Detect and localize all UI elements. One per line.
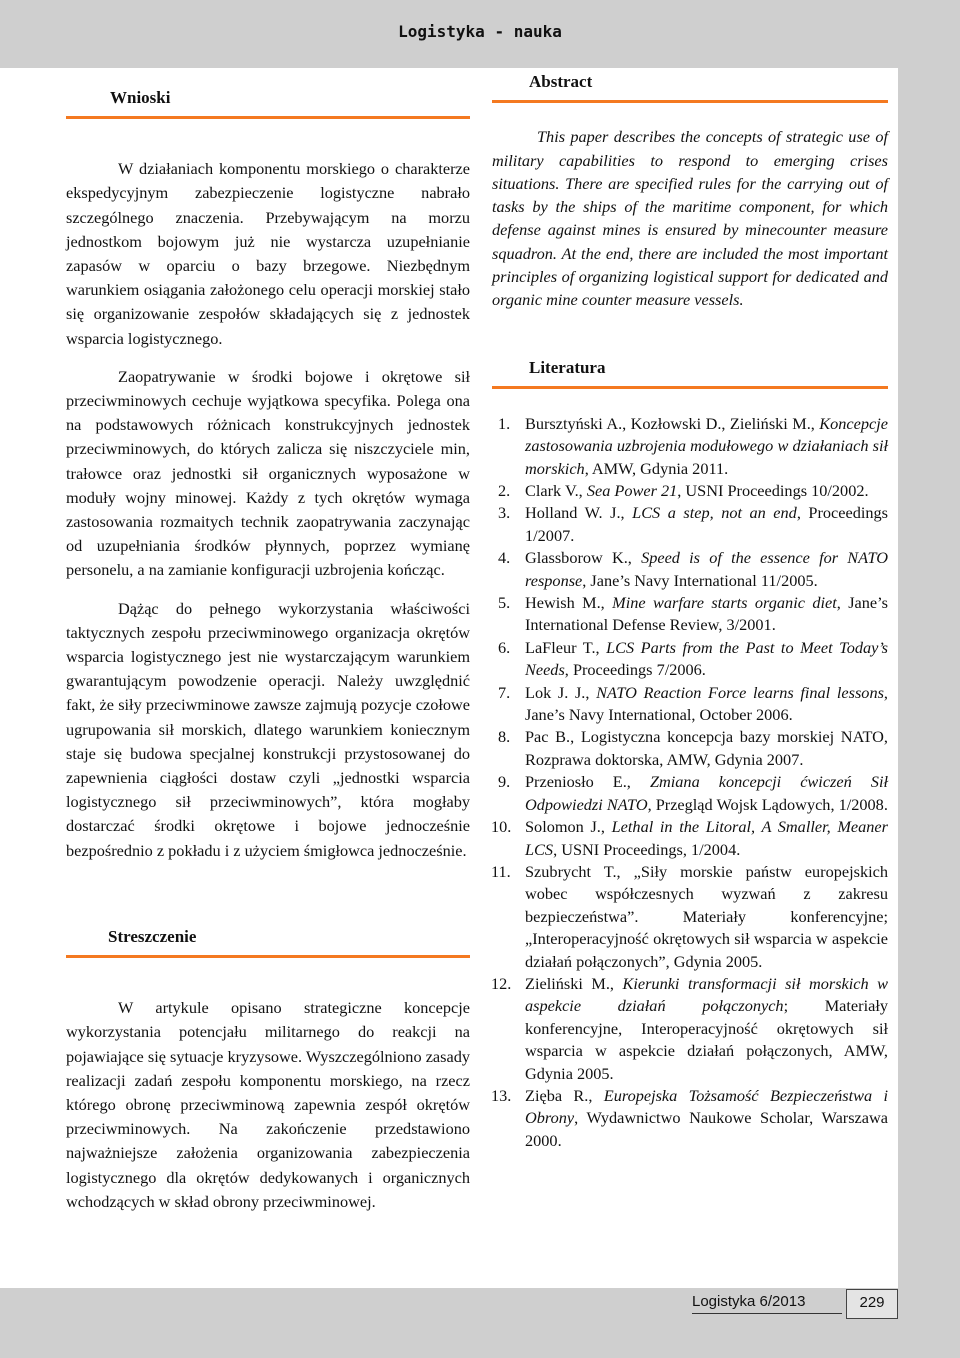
reference-number: 5. — [498, 593, 511, 613]
reference-author: Glassborow K., — [525, 548, 642, 568]
reference-title: Kierunki transformacji sił morskich w aspekcie działań połączonych — [525, 973, 888, 1016]
right-column — [492, 70, 888, 1152]
reference-author: Solomon J., — [525, 817, 612, 837]
reference-author: Bursztyński A., Kozłowski D., Zieliński M., — [525, 413, 820, 433]
reference-title: Europejska Tożsamość Bezpieczeństwa i Obrony — [525, 1085, 889, 1128]
reference-author: Zieliński M., — [525, 973, 623, 993]
section-heading-streszczenie: Streszczenie — [66, 925, 470, 958]
paragraph: W działaniach komponentu morskiego o charakterze ekspedycyjnym zabezpieczenie logistyczne nabrało szczególnego znaczenia. Przebywającym na morzu jednostkom bojowym już nie wystarcza uzupełnianie zapasów w oparciu o bazy brzegowe. Niezbędnym warunkiem osiągania założonego celu operacji morskiej stało się organizowanie zespołów składających się z jednostek wsparcia logistycznego. — [66, 159, 470, 348]
reference-item — [492, 1085, 888, 1152]
section-heading-literatura: Literatura — [492, 356, 888, 389]
reference-author: Przeniosło E., — [525, 772, 650, 792]
reference-author: Hewish M., — [525, 593, 613, 613]
reference-author: Clark V., — [525, 481, 587, 500]
reference-details: , AMW, Gdynia 2011. — [584, 458, 729, 478]
reference-number: 13. — [491, 1085, 512, 1105]
reference-item — [492, 413, 888, 480]
reference-number: 6. — [498, 637, 511, 657]
reference-number: 11. — [491, 861, 511, 881]
reference-number: 12. — [491, 973, 512, 993]
reference-number: 2. — [498, 481, 511, 500]
reference-item — [492, 726, 888, 771]
reference-title: NATO Reaction Force learns final lessons — [596, 682, 884, 702]
reference-item — [492, 480, 888, 502]
reference-item — [492, 637, 888, 682]
reference-item — [492, 592, 888, 637]
page-number: 229 — [846, 1289, 898, 1319]
reference-title: Zmiana koncepcji ćwiczeń Sił Odpowiedzi NATO — [525, 772, 888, 814]
footer-band — [0, 1288, 960, 1358]
reference-item — [492, 861, 888, 973]
reference-item — [492, 547, 888, 592]
reference-details: , USNI Proceedings, 1/2004. — [553, 839, 741, 859]
reference-number: 7. — [498, 682, 511, 702]
reference-details: ; Materiały konferencyjne, Interoperacyjność okrętowych sił wsparcia w aspekcie działań połączonych, AMW, Gdynia 2005. — [525, 996, 888, 1083]
left-column — [66, 86, 470, 1214]
reference-number: 1. — [498, 413, 511, 433]
reference-details: , Przegląd Wojsk Lądowych, 1/2008. — [647, 794, 888, 814]
reference-author: Holland W. J., — [525, 503, 633, 523]
reference-details: , Proceedings 7/2006. — [564, 660, 706, 680]
reference-author: Lok J. J., — [525, 682, 597, 702]
reference-details: , USNI Proceedings 10/2002. — [677, 481, 869, 500]
reference-title: Lethal in the Litoral, A Smaller, Meaner LCS — [525, 817, 888, 859]
reference-title: LCS a step, not an end — [632, 503, 797, 523]
journal-issue: Logistyka 6/2013 — [692, 1293, 806, 1310]
reference-item — [492, 771, 888, 816]
reference-author: LaFleur T., — [525, 637, 607, 657]
reference-title: LCS Parts from the Past to Meet Today’s Needs — [525, 637, 889, 680]
reference-item — [492, 973, 888, 1085]
reference-title: Speed is of the essence for NATO response — [525, 548, 888, 590]
paragraph: W artykule opisano strategiczne koncepcje wykorzystania potencjału militarnego do reakcji na pojawiające się sytuacje kryzysowe. Wyszczególniono zasady realizacji zadań zespołu komponentu morskiego, na rzecz którego obronę przeciwminową zapewnia zespół okrętów przeciwminowych. Na zakończenie przedstawiono najważniejsze założenia organizowania zabezpieczenia logistycznego dla okrętów dedykowanych i organicznych wchodzących w skład obrony przeciwminowej. — [66, 998, 470, 1211]
reference-number: 3. — [498, 503, 511, 523]
reference-number: 9. — [498, 772, 511, 792]
footer-rule — [692, 1313, 842, 1314]
reference-details: , Jane’s International Defense Review, 3/2001. — [525, 593, 888, 635]
reference-item — [492, 682, 888, 727]
reference-number: 8. — [498, 727, 511, 747]
reference-number: 10. — [491, 817, 512, 837]
reference-author: Szubrycht T., „Siły morskie państw europejskich wobec współczesnych wyzwań z zakresu bezpieczeństwa”. Materiały konferencyjne; „Interoperacyjność okrętowych sił wsparcia w aspekcie działań połączonych”, Gdynia 2005. — [525, 861, 888, 971]
reference-details: , Jane’s Navy International 11/2005. — [582, 570, 818, 590]
paragraph: Dążąc do pełnego wykorzystania właściwości taktycznych zespołu przeciwminowego organizacja okrętów wsparcia logistycznego jest nie wystarczającym warunkiem gwarantującym powodzenie operacji. Należy uwzględnić fakt, że siły przeciwminowe zawsze zajmują pozycje czołowe ugrupowania sił morskich, dlatego warunkiem koniecznym staje się budowa specjalnej konstrukcji przystosowanej do zapewnienia ciągłości dostaw czyli „jednostki wsparcia logistycznego sił przeciwminowych”, która mogłaby dostarczać środki okrętowe i bojowe jednocześnie bezpośrednio z pokładu i z użyciem śmigłowca jednocześnie. — [66, 598, 470, 860]
reference-number: 4. — [498, 548, 511, 568]
reference-title: Koncepcje zastosowania uzbrojenia modułowego w działaniach sił morskich — [525, 413, 888, 478]
section-heading-abstract: Abstract — [492, 70, 888, 103]
reference-details: , Jane’s Navy International, October 2006. — [525, 682, 888, 725]
reference-item — [492, 502, 888, 547]
abstract-text: This paper describes the concepts of strategic use of military capabilities to respond to emerging crises situations. There are specified rules for the carrying out of tasks by the ships of the maritime component, for which defense against mines is ensured by minecounter measure squadron. At the end, there are included the most important principles of organizing logistical support for dedicated and organic mine counter measure vessels. — [492, 127, 888, 310]
reference-details: , Proceedings 1/2007. — [525, 503, 888, 545]
reference-title: Mine warfare starts organic diet — [612, 593, 837, 613]
reference-author: Zięba R., — [525, 1085, 604, 1105]
reference-list — [492, 413, 888, 1152]
reference-title: Sea Power 21 — [586, 481, 678, 500]
reference-details: , Wydawnictwo Naukowe Scholar, Warszawa 2000. — [525, 1108, 888, 1150]
section-heading-wnioski: Wnioski — [66, 86, 470, 119]
running-header: Logistyka - nauka — [398, 22, 562, 41]
paragraph: Zaopatrywanie w środki bojowe i okrętowe sił przeciwminowych cechuje wyjątkowa specyfika. Polega ona na podstawowych różnicach konstrukcyjnych jednostek przeciwminowych, do których zalicza się niszczyciele min, trałowce oraz jednostki sił organicznych wyposażone w moduły wojny minowej. Każdy z tych okrętów wymaga zastosowania rozmaitych technik zaopatrywania zaczynając od uzupełniania środków płynnych, poprzez wymianę personelu, a na zamianie konfiguracji uzbrojenia kończąc. — [66, 366, 470, 580]
right-margin-band — [898, 68, 960, 1358]
reference-item — [492, 816, 888, 861]
reference-author: Pac B., Logistyczna koncepcja bazy morskiej NATO, Rozprawa doktorska, AMW, Gdynia 2007. — [525, 727, 888, 769]
